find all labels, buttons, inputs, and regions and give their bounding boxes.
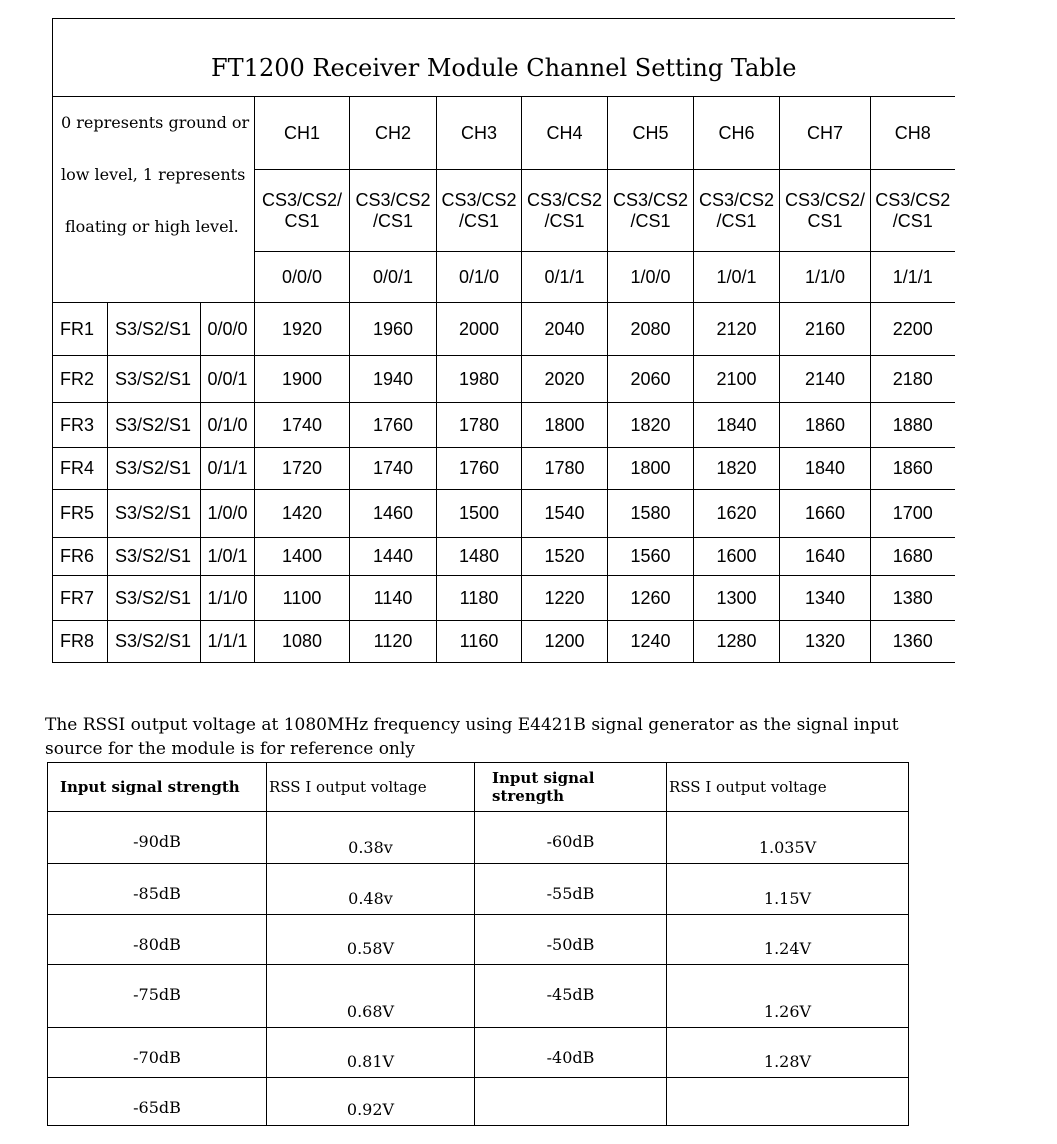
signal-strength-cell: -40dB: [475, 1028, 667, 1078]
fr-code: 0/0/1: [201, 356, 255, 403]
signal-strength-cell: -90dB: [48, 812, 267, 864]
frequency-cell: 2160: [780, 303, 871, 356]
frequency-cell: 1180: [437, 576, 522, 621]
signal-strength-cell: [475, 1078, 667, 1126]
signal-strength-cell: -50dB: [475, 915, 667, 965]
frequency-cell: 1680: [871, 538, 955, 576]
table-row: [48, 864, 909, 915]
frequency-cell: 2080: [608, 303, 694, 356]
frequency-cell: 1880: [871, 403, 955, 448]
signal-strength-cell: -85dB: [48, 864, 267, 915]
pin-label-line: CS1: [807, 210, 843, 231]
frequency-cell: 1560: [608, 538, 694, 576]
fr-code: 1/1/0: [201, 576, 255, 621]
channel-header: CH5: [608, 97, 694, 170]
voltage-cell: 1.15V: [667, 864, 909, 915]
rssi-note: [45, 713, 925, 761]
pin-label-line: CS3/CS2: [875, 189, 951, 210]
frequency-cell: 1440: [350, 538, 437, 576]
frequency-cell: 1800: [608, 448, 694, 490]
switch-label: S3/S2/S1: [108, 576, 201, 621]
frequency-cell: 1620: [694, 490, 780, 538]
frequency-cell: 1660: [780, 490, 871, 538]
level-legend: [53, 97, 255, 303]
note-line: The RSSI output voltage at 1080MHz frequency using E4421B signal generator as the signal input: [45, 715, 899, 735]
table-row: [48, 1028, 909, 1078]
pin-label-line: CS3/CS2: [698, 189, 775, 210]
channel-pin-label: [871, 170, 955, 252]
fr-label: FR8: [53, 621, 108, 663]
legend-line: floating or high level.: [65, 217, 239, 236]
pin-label-line: CS3/CS2: [612, 189, 689, 210]
fr-label: FR1: [53, 303, 108, 356]
legend-line: low level, 1 represents: [61, 165, 246, 184]
channel-code: 1/1/0: [780, 252, 871, 303]
table-row: [53, 448, 955, 490]
channel-code: 0/1/0: [437, 252, 522, 303]
frequency-cell: 1260: [608, 576, 694, 621]
column-header: RSS I output voltage: [267, 763, 475, 812]
frequency-cell: 2180: [871, 356, 955, 403]
frequency-cell: 1740: [350, 448, 437, 490]
frequency-cell: 1420: [255, 490, 350, 538]
frequency-cell: 1200: [522, 621, 608, 663]
channel-code: 0/1/1: [522, 252, 608, 303]
table-row: [53, 356, 955, 403]
voltage-cell: 0.68V: [267, 965, 475, 1028]
frequency-cell: 1500: [437, 490, 522, 538]
switch-label: S3/S2/S1: [108, 356, 201, 403]
pin-label-line: CS3/CS2: [441, 189, 517, 210]
frequency-cell: 1860: [871, 448, 955, 490]
frequency-cell: 1460: [350, 490, 437, 538]
channel-code: 0/0/1: [350, 252, 437, 303]
frequency-cell: 1380: [871, 576, 955, 621]
fr-label: FR4: [53, 448, 108, 490]
column-header: Input signal strength: [475, 763, 667, 812]
pin-label-line: CS3/CS2/: [261, 189, 343, 210]
table-row: [53, 538, 955, 576]
channel-pin-label: [350, 170, 437, 252]
frequency-cell: 2120: [694, 303, 780, 356]
channel-pin-label: [522, 170, 608, 252]
frequency-cell: 1120: [350, 621, 437, 663]
pin-label-line: /CS1: [544, 210, 585, 231]
channel-pin-label: [694, 170, 780, 252]
frequency-cell: 1080: [255, 621, 350, 663]
channel-code: 1/0/0: [608, 252, 694, 303]
frequency-cell: 1820: [608, 403, 694, 448]
signal-strength-cell: -80dB: [48, 915, 267, 965]
frequency-cell: 1340: [780, 576, 871, 621]
pin-label-line: CS3/CS2: [355, 189, 431, 210]
frequency-cell: 2040: [522, 303, 608, 356]
frequency-cell: 1980: [437, 356, 522, 403]
channel-pin-label: [437, 170, 522, 252]
channel-header: CH6: [694, 97, 780, 170]
frequency-cell: 1760: [350, 403, 437, 448]
pin-label-line: CS3/CS2: [526, 189, 603, 210]
frequency-cell: 1760: [437, 448, 522, 490]
voltage-cell: 0.81V: [267, 1028, 475, 1078]
voltage-cell: 0.38v: [267, 812, 475, 864]
channel-header: CH8: [871, 97, 955, 170]
frequency-cell: 1400: [255, 538, 350, 576]
signal-strength-cell: -45dB: [475, 965, 667, 1028]
switch-label: S3/S2/S1: [108, 303, 201, 356]
channel-header: CH2: [350, 97, 437, 170]
channel-header: CH3: [437, 97, 522, 170]
pin-label-line: /CS1: [716, 210, 757, 231]
frequency-cell: 1780: [437, 403, 522, 448]
frequency-cell: 1860: [780, 403, 871, 448]
table-row: [53, 621, 955, 663]
voltage-cell: 0.92V: [267, 1078, 475, 1126]
legend-line: 0 represents ground or: [61, 113, 250, 132]
voltage-cell: 0.58V: [267, 915, 475, 965]
frequency-cell: 1600: [694, 538, 780, 576]
frequency-cell: 1280: [694, 621, 780, 663]
switch-label: S3/S2/S1: [108, 621, 201, 663]
voltage-cell: 1.26V: [667, 965, 909, 1028]
frequency-cell: 1580: [608, 490, 694, 538]
channel-header: CH7: [780, 97, 871, 170]
table-row: [48, 965, 909, 1028]
frequency-cell: 1800: [522, 403, 608, 448]
fr-code: 1/0/1: [201, 538, 255, 576]
switch-label: S3/S2/S1: [108, 403, 201, 448]
table-row: [53, 490, 955, 538]
channel-code: 1/0/1: [694, 252, 780, 303]
signal-strength-cell: -60dB: [475, 812, 667, 864]
pin-label-line: /CS1: [630, 210, 671, 231]
voltage-cell: 1.24V: [667, 915, 909, 965]
note-line: source for the module is for reference only: [45, 739, 415, 759]
frequency-cell: 2140: [780, 356, 871, 403]
channel-header: CH4: [522, 97, 608, 170]
channel-code: 0/0/0: [255, 252, 350, 303]
table-row: [48, 915, 909, 965]
fr-label: FR2: [53, 356, 108, 403]
table-row: [48, 1078, 909, 1126]
frequency-cell: 1360: [871, 621, 955, 663]
frequency-cell: 1900: [255, 356, 350, 403]
frequency-cell: 1140: [350, 576, 437, 621]
frequency-cell: 2000: [437, 303, 522, 356]
frequency-cell: 2020: [522, 356, 608, 403]
frequency-cell: 2200: [871, 303, 955, 356]
table-row: [53, 303, 955, 356]
column-header: RSS I output voltage: [667, 763, 909, 812]
frequency-cell: 1240: [608, 621, 694, 663]
frequency-cell: 1960: [350, 303, 437, 356]
frequency-cell: 1840: [694, 403, 780, 448]
switch-label: S3/S2/S1: [108, 448, 201, 490]
column-header: Input signal strength: [48, 763, 267, 812]
frequency-cell: 1320: [780, 621, 871, 663]
switch-label: S3/S2/S1: [108, 538, 201, 576]
voltage-cell: [667, 1078, 909, 1126]
pin-label-line: CS3/CS2/: [784, 189, 866, 210]
fr-code: 1/1/1: [201, 621, 255, 663]
channel-setting-table: [52, 18, 955, 663]
channel-header: CH1: [255, 97, 350, 170]
fr-label: FR3: [53, 403, 108, 448]
fr-code: 0/1/1: [201, 448, 255, 490]
frequency-cell: 1100: [255, 576, 350, 621]
pin-label-line: /CS1: [372, 210, 414, 231]
rssi-table: [47, 762, 909, 1126]
frequency-cell: 1640: [780, 538, 871, 576]
table-title: FT1200 Receiver Module Channel Setting Table: [53, 19, 955, 97]
signal-strength-cell: -65dB: [48, 1078, 267, 1126]
signal-strength-cell: -55dB: [475, 864, 667, 915]
frequency-cell: 2060: [608, 356, 694, 403]
frequency-cell: 1780: [522, 448, 608, 490]
frequency-cell: 1720: [255, 448, 350, 490]
frequency-cell: 1840: [780, 448, 871, 490]
fr-code: 0/1/0: [201, 403, 255, 448]
pin-label-line: /CS1: [892, 210, 933, 231]
table-row: [53, 403, 955, 448]
voltage-cell: 1.28V: [667, 1028, 909, 1078]
frequency-cell: 1540: [522, 490, 608, 538]
fr-code: 1/0/0: [201, 490, 255, 538]
frequency-cell: 1940: [350, 356, 437, 403]
frequency-cell: 1920: [255, 303, 350, 356]
pin-label-line: /CS1: [458, 210, 500, 231]
voltage-cell: 1.035V: [667, 812, 909, 864]
channel-pin-label: [780, 170, 871, 252]
frequency-cell: 2100: [694, 356, 780, 403]
frequency-cell: 1480: [437, 538, 522, 576]
frequency-cell: 1160: [437, 621, 522, 663]
fr-code: 0/0/0: [201, 303, 255, 356]
frequency-cell: 1820: [694, 448, 780, 490]
switch-label: S3/S2/S1: [108, 490, 201, 538]
table-row: [48, 812, 909, 864]
frequency-cell: 1520: [522, 538, 608, 576]
fr-label: FR6: [53, 538, 108, 576]
voltage-cell: 0.48v: [267, 864, 475, 915]
frequency-cell: 1300: [694, 576, 780, 621]
fr-label: FR5: [53, 490, 108, 538]
signal-strength-cell: -70dB: [48, 1028, 267, 1078]
channel-code: 1/1/1: [871, 252, 955, 303]
signal-strength-cell: -75dB: [48, 965, 267, 1028]
frequency-cell: 1700: [871, 490, 955, 538]
frequency-cell: 1220: [522, 576, 608, 621]
channel-pin-label: [608, 170, 694, 252]
fr-label: FR7: [53, 576, 108, 621]
table-row: [53, 576, 955, 621]
frequency-cell: 1740: [255, 403, 350, 448]
channel-pin-label: [255, 170, 350, 252]
pin-label-line: CS1: [284, 210, 320, 231]
